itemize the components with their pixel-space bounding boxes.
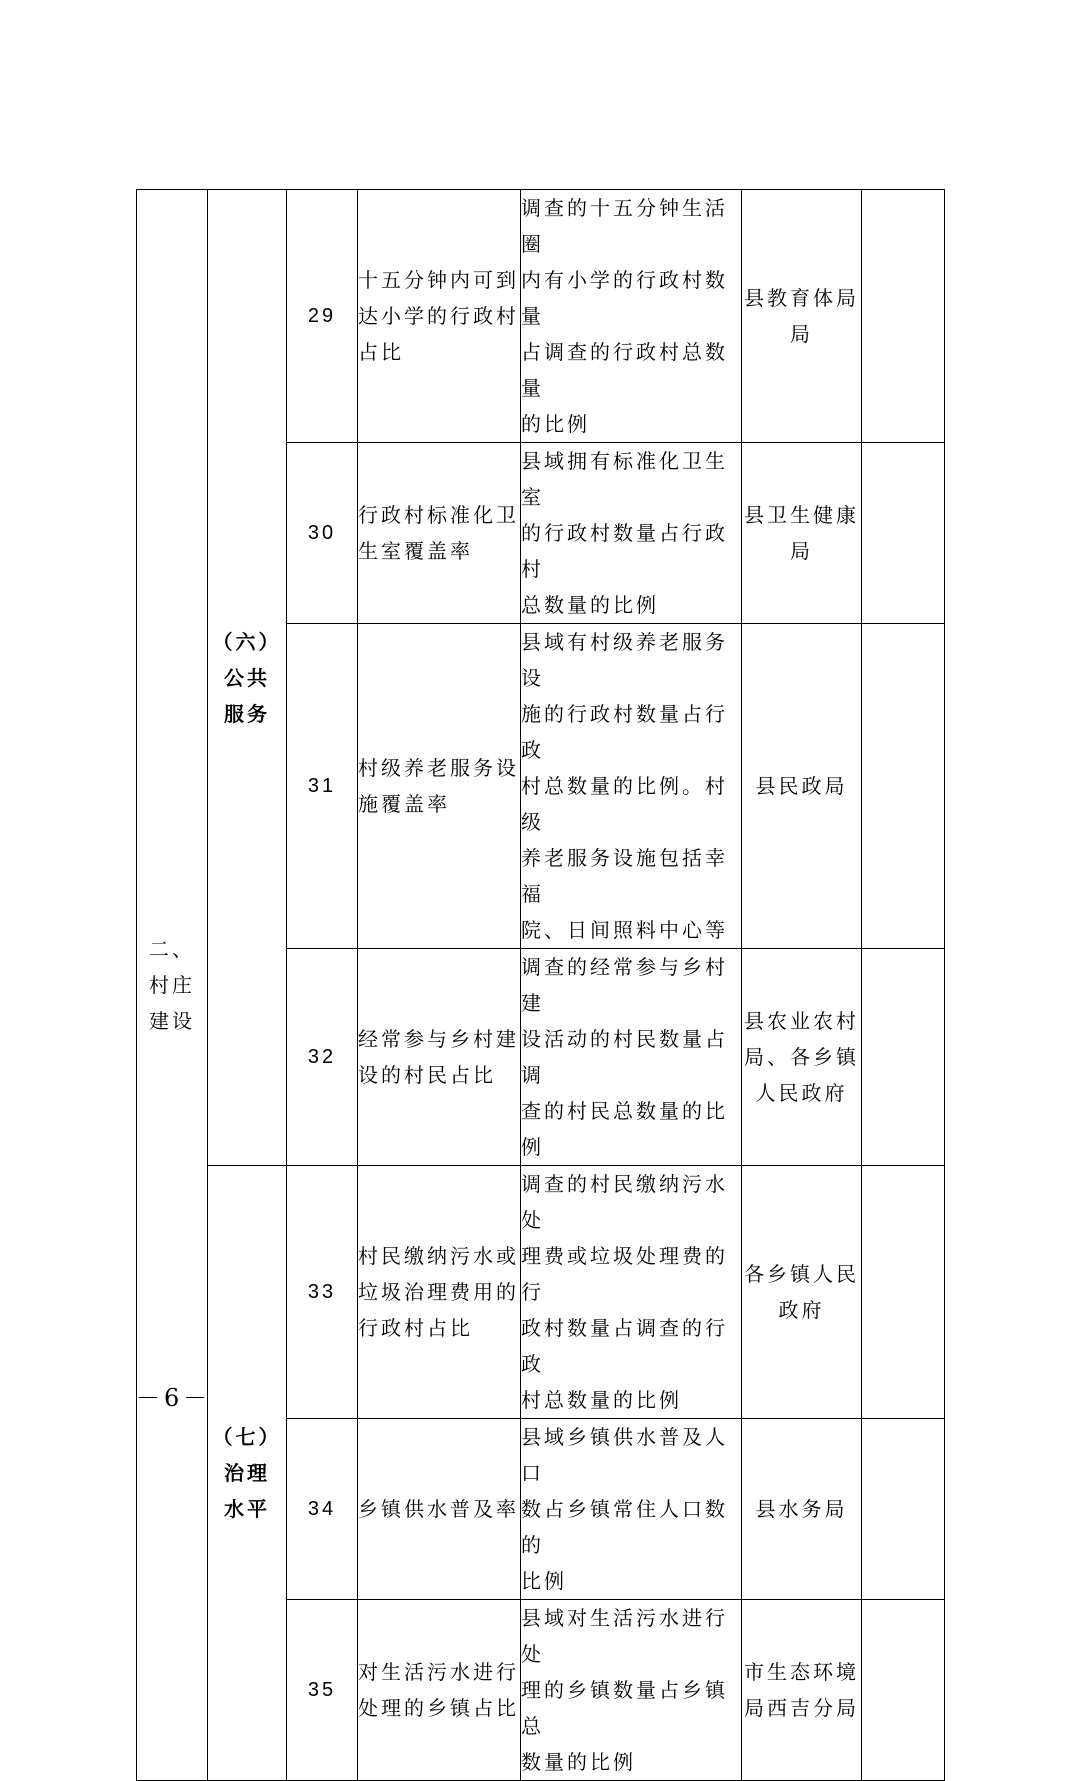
indicator-definition: 调查的十五分钟生活圈 内有小学的行政村数量 占调查的行政村总数量 的比例	[521, 190, 742, 443]
note-cell	[862, 949, 945, 1166]
row-number: 29	[287, 190, 358, 443]
note-cell	[862, 1600, 945, 1781]
note-cell	[862, 1419, 945, 1600]
indicator-name: 行政村标准化卫 生室覆盖率	[358, 443, 521, 624]
note-cell	[862, 624, 945, 949]
indicator-definition: 县域拥有标准化卫生室 的行政村数量占行政村 总数量的比例	[521, 443, 742, 624]
subcategory-cell-governance: （七） 治理 水平	[208, 1166, 287, 1781]
row-number: 34	[287, 1419, 358, 1600]
indicator-definition: 调查的村民缴纳污水处 理费或垃圾处理费的行 政村数量占调查的行政 村总数量的比例	[521, 1166, 742, 1419]
responsible-department: 县民政局	[742, 624, 862, 949]
indicator-name: 十五分钟内可到 达小学的行政村 占比	[358, 190, 521, 443]
indicator-name: 乡镇供水普及率	[358, 1419, 521, 1600]
table-row	[137, 190, 945, 443]
responsible-department: 县水务局	[742, 1419, 862, 1600]
responsible-department: 县农业农村 局、各乡镇 人民政府	[742, 949, 862, 1166]
indicator-name: 村民缴纳污水或 垃圾治理费用的 行政村占比	[358, 1166, 521, 1419]
table-row	[137, 1166, 945, 1419]
responsible-department: 各乡镇人民 政府	[742, 1166, 862, 1419]
responsible-department: 市生态环境 局西吉分局	[742, 1600, 862, 1781]
indicator-table	[136, 189, 945, 1781]
indicator-definition: 县域对生活污水进行处 理的乡镇数量占乡镇总 数量的比例	[521, 1600, 742, 1781]
indicator-name: 对生活污水进行 处理的乡镇占比	[358, 1600, 521, 1781]
row-number: 31	[287, 624, 358, 949]
indicator-name: 村级养老服务设 施覆盖率	[358, 624, 521, 949]
row-number: 32	[287, 949, 358, 1166]
page-number: －6－	[136, 1384, 212, 1412]
indicator-definition: 县域有村级养老服务设 施的行政村数量占行政 村总数量的比例。村级 养老服务设施包括幸福 院、日间照料中心等	[521, 624, 742, 949]
row-number: 35	[287, 1600, 358, 1781]
subcategory-cell-public-service: （六） 公共 服务	[208, 190, 287, 1166]
indicator-definition: 县域乡镇供水普及人口 数占乡镇常住人口数的 比例	[521, 1419, 742, 1600]
row-number: 33	[287, 1166, 358, 1419]
indicator-definition: 调查的经常参与乡村建 设活动的村民数量占调 查的村民总数量的比例	[521, 949, 742, 1166]
note-cell	[862, 443, 945, 624]
responsible-department: 县教育体局局	[742, 190, 862, 443]
row-number: 30	[287, 443, 358, 624]
responsible-department: 县卫生健康局	[742, 443, 862, 624]
category-cell: 二、 村庄 建设	[137, 190, 208, 1781]
note-cell	[862, 1166, 945, 1419]
note-cell	[862, 190, 945, 443]
indicator-name: 经常参与乡村建 设的村民占比	[358, 949, 521, 1166]
